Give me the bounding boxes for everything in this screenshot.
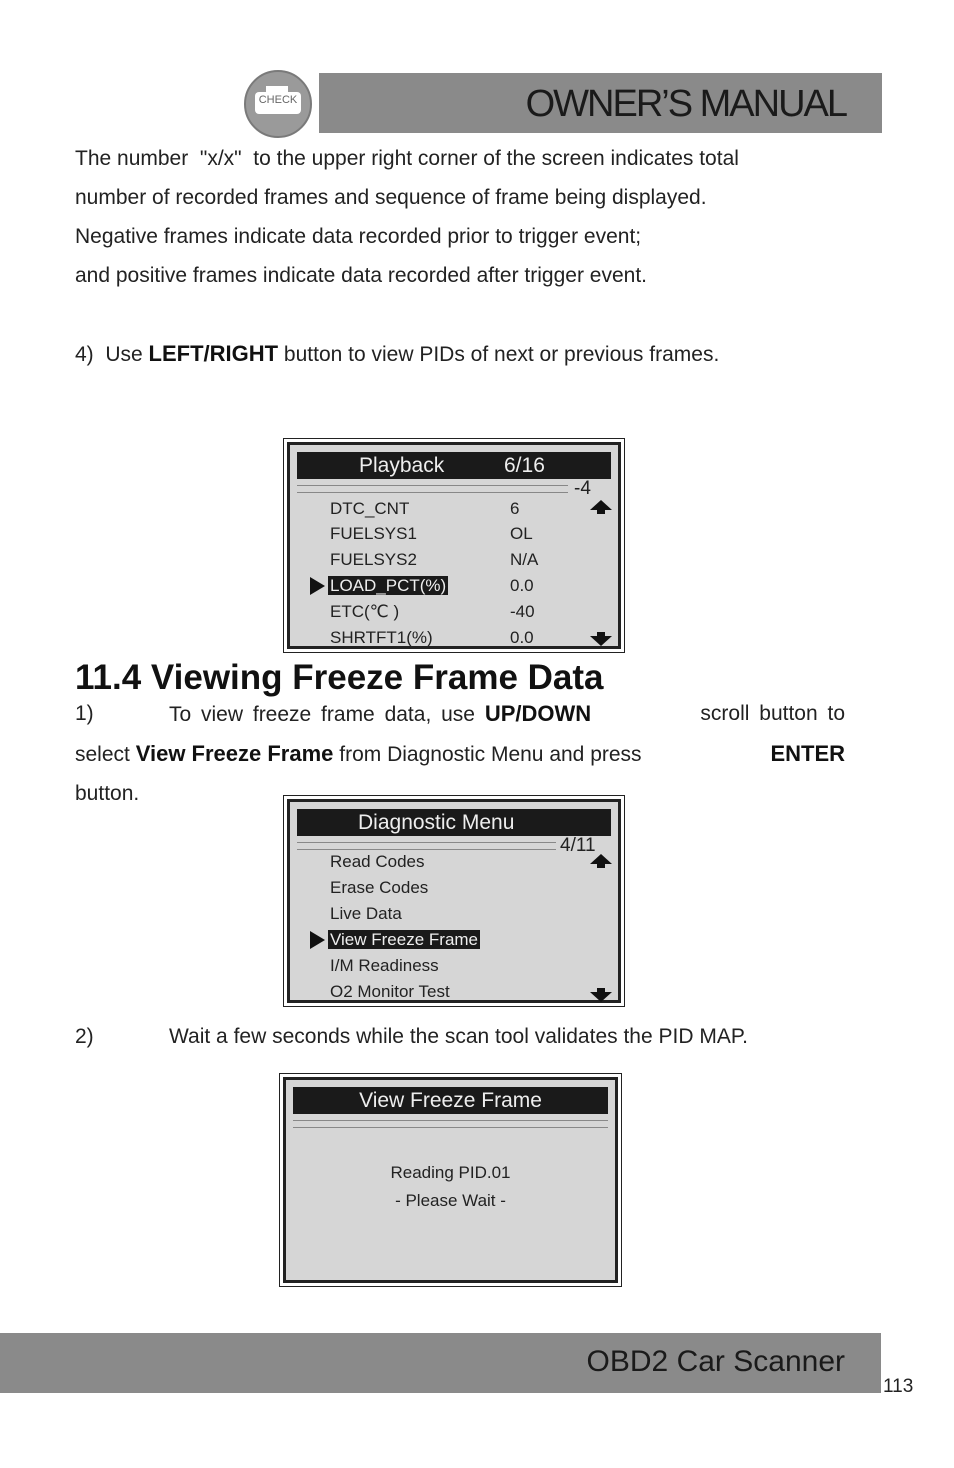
- header-bar: [319, 73, 882, 133]
- step-1-bold: UP/DOWN: [484, 701, 592, 726]
- footer-bar: [0, 1333, 881, 1393]
- step-1-bold: View Freeze Frame: [135, 741, 334, 766]
- pid-value: N/A: [510, 550, 539, 569]
- menu-counter: 4/11: [560, 835, 596, 856]
- step-4-bold: LEFT/RIGHT: [148, 341, 279, 366]
- step-1-text: scroll button to: [690, 702, 845, 725]
- reading-status: Reading PID.01: [390, 1163, 511, 1182]
- step-2-text: Wait a few seconds while the scan tool validates the PID MAP.: [169, 1025, 748, 1048]
- pid-value: -40: [510, 602, 535, 621]
- separator-line: [293, 1120, 608, 1128]
- menu-item-live-data[interactable]: Live Data: [330, 904, 402, 923]
- selected-pid: LOAD_PCT(%): [330, 576, 447, 595]
- pid-label: SHRTFT1(%): [330, 628, 433, 647]
- logo-text: CHECK: [258, 94, 298, 106]
- scroll-up-icon: [590, 854, 612, 868]
- step-2: [75, 1017, 845, 1056]
- diag-title-bar: [297, 809, 611, 836]
- menu-item-read-codes[interactable]: Read Codes: [330, 852, 425, 871]
- pid-label-selected: [330, 576, 448, 596]
- step-1-text: from Diagnostic Menu and press: [333, 743, 648, 766]
- separator-line: [297, 842, 556, 850]
- pid-label: ETC(℃ ): [330, 602, 400, 621]
- step-1-text: To view freeze frame data, use: [169, 703, 485, 726]
- intro-line: number of recorded frames and sequence of frame being displayed.: [75, 186, 707, 209]
- please-wait-text: - Please Wait -: [395, 1191, 506, 1210]
- step-4: [75, 334, 845, 374]
- freeze-title-bar: [293, 1087, 608, 1114]
- playback-screen: [283, 438, 625, 653]
- pid-value: 0.0: [510, 576, 534, 595]
- pid-label: FUELSYS2: [330, 550, 417, 569]
- playback-counter: 6/16: [504, 454, 545, 477]
- footer-title: OBD2 Car Scanner: [586, 1345, 845, 1378]
- intro-line: and positive frames indicate data recorded after trigger event.: [75, 264, 647, 287]
- playback-title-bar: [297, 452, 611, 479]
- pid-value: OL: [510, 524, 533, 543]
- scroll-down-icon: [590, 632, 612, 646]
- menu-item-erase-codes[interactable]: Erase Codes: [330, 878, 429, 897]
- menu-item-im-readiness[interactable]: I/M Readiness: [330, 956, 439, 975]
- step-1-text: select: [75, 743, 136, 766]
- manual-title: OWNER’S MANUAL: [525, 83, 846, 125]
- diag-title: Diagnostic Menu: [358, 811, 515, 834]
- step-2-number: 2): [75, 1025, 94, 1048]
- pid-label: FUELSYS1: [330, 524, 417, 543]
- pid-value: 6: [510, 499, 520, 518]
- step-1-text: button.: [75, 782, 140, 805]
- playback-title: Playback: [359, 454, 445, 477]
- intro-line: Negative frames indicate data recorded prior to trigger event;: [75, 225, 642, 248]
- frame-number: -4: [574, 478, 591, 499]
- menu-item-o2-monitor-test[interactable]: O2 Monitor Test: [330, 982, 450, 1001]
- selected-menu-item: View Freeze Frame: [330, 930, 479, 949]
- engine-icon: [255, 92, 301, 114]
- selection-pointer-icon: [310, 931, 325, 949]
- step-4-suffix: button to view PIDs of next or previous frames.: [278, 343, 720, 366]
- intro-line: The number "x/x" to the upper right corner of the screen indicates total: [75, 147, 739, 170]
- selection-pointer-icon: [310, 577, 325, 595]
- pid-label: DTC_CNT: [330, 499, 410, 518]
- step-1-bold: ENTER: [770, 741, 845, 766]
- freeze-frame-screen: [279, 1073, 622, 1287]
- section-heading: 11.4 Viewing Freeze Frame Data: [75, 658, 604, 697]
- diagnostic-menu-screen: [283, 795, 625, 1007]
- separator-line: [297, 485, 568, 493]
- freeze-title: View Freeze Frame: [359, 1089, 542, 1112]
- intro-paragraph: [75, 139, 845, 295]
- pid-value: 0.0: [510, 628, 534, 647]
- step-4-prefix: 4) Use: [75, 343, 149, 366]
- scroll-up-icon: [590, 500, 612, 514]
- scroll-down-icon: [590, 988, 612, 1002]
- step-1-number: 1): [75, 702, 94, 725]
- menu-item-view-freeze-frame[interactable]: [330, 930, 480, 950]
- page-number: 113: [883, 1376, 914, 1397]
- check-engine-logo: [244, 70, 312, 138]
